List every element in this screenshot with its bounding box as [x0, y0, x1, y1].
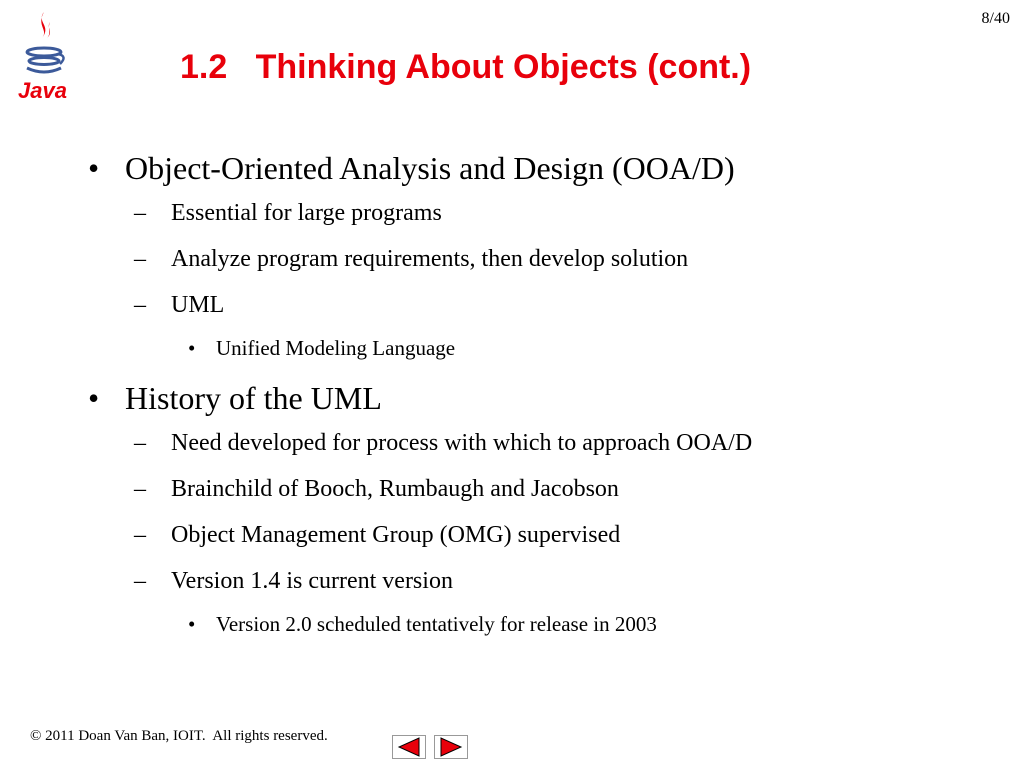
bullet-list	[88, 146, 988, 652]
dash-marker: –	[134, 200, 146, 226]
bullet-history: • History of the UML	[88, 376, 988, 420]
previous-slide-button[interactable]	[392, 735, 426, 759]
copyright-text: 2011 Doan Van Ban, IOIT. All rights reserved.	[45, 728, 328, 744]
dash-marker: –	[134, 430, 146, 456]
dash-marker: –	[134, 522, 146, 548]
bullet-marker: •	[88, 150, 100, 186]
dash-marker: –	[134, 292, 146, 318]
sub-bullet-omg: – Object Management Group (OMG) supervised	[88, 518, 988, 552]
java-logo	[14, 8, 74, 108]
next-slide-button[interactable]	[434, 735, 468, 759]
bullet-marker: •	[188, 336, 196, 360]
bullet-marker: •	[88, 380, 100, 416]
java-logo-text: Java	[18, 78, 67, 103]
dash-marker: –	[134, 568, 146, 594]
bullet-ooad: • Object-Oriented Analysis and Design (OOA/D)	[88, 146, 988, 190]
copyright-symbol: ©	[30, 728, 42, 744]
sub-sub-bullet-version2: • Version 2.0 scheduled tentatively for release in 2003	[188, 612, 657, 636]
copyright-footer	[30, 728, 328, 745]
bullet-marker: •	[188, 612, 196, 636]
page-number: 8/40	[981, 10, 1010, 27]
dash-marker: –	[134, 476, 146, 502]
dash-marker: –	[134, 246, 146, 272]
sub-bullet-essential: – Essential for large programs	[88, 196, 988, 230]
sub-bullet-analyze: – Analyze program requirements, then develop solution	[88, 242, 988, 276]
sub-bullet-version: – Version 1.4 is current version	[88, 564, 988, 598]
slide-title: 1.2 Thinking About Objects (cont.)	[180, 48, 752, 86]
sub-sub-bullet-unified: • Unified Modeling Language	[188, 336, 456, 360]
sub-bullet-need: – Need developed for process with which to approach OOA/D	[88, 426, 988, 460]
sub-bullet-uml: – UML	[88, 288, 988, 322]
sub-bullet-brainchild: – Brainchild of Booch, Rumbaugh and Jacobson	[88, 472, 988, 506]
